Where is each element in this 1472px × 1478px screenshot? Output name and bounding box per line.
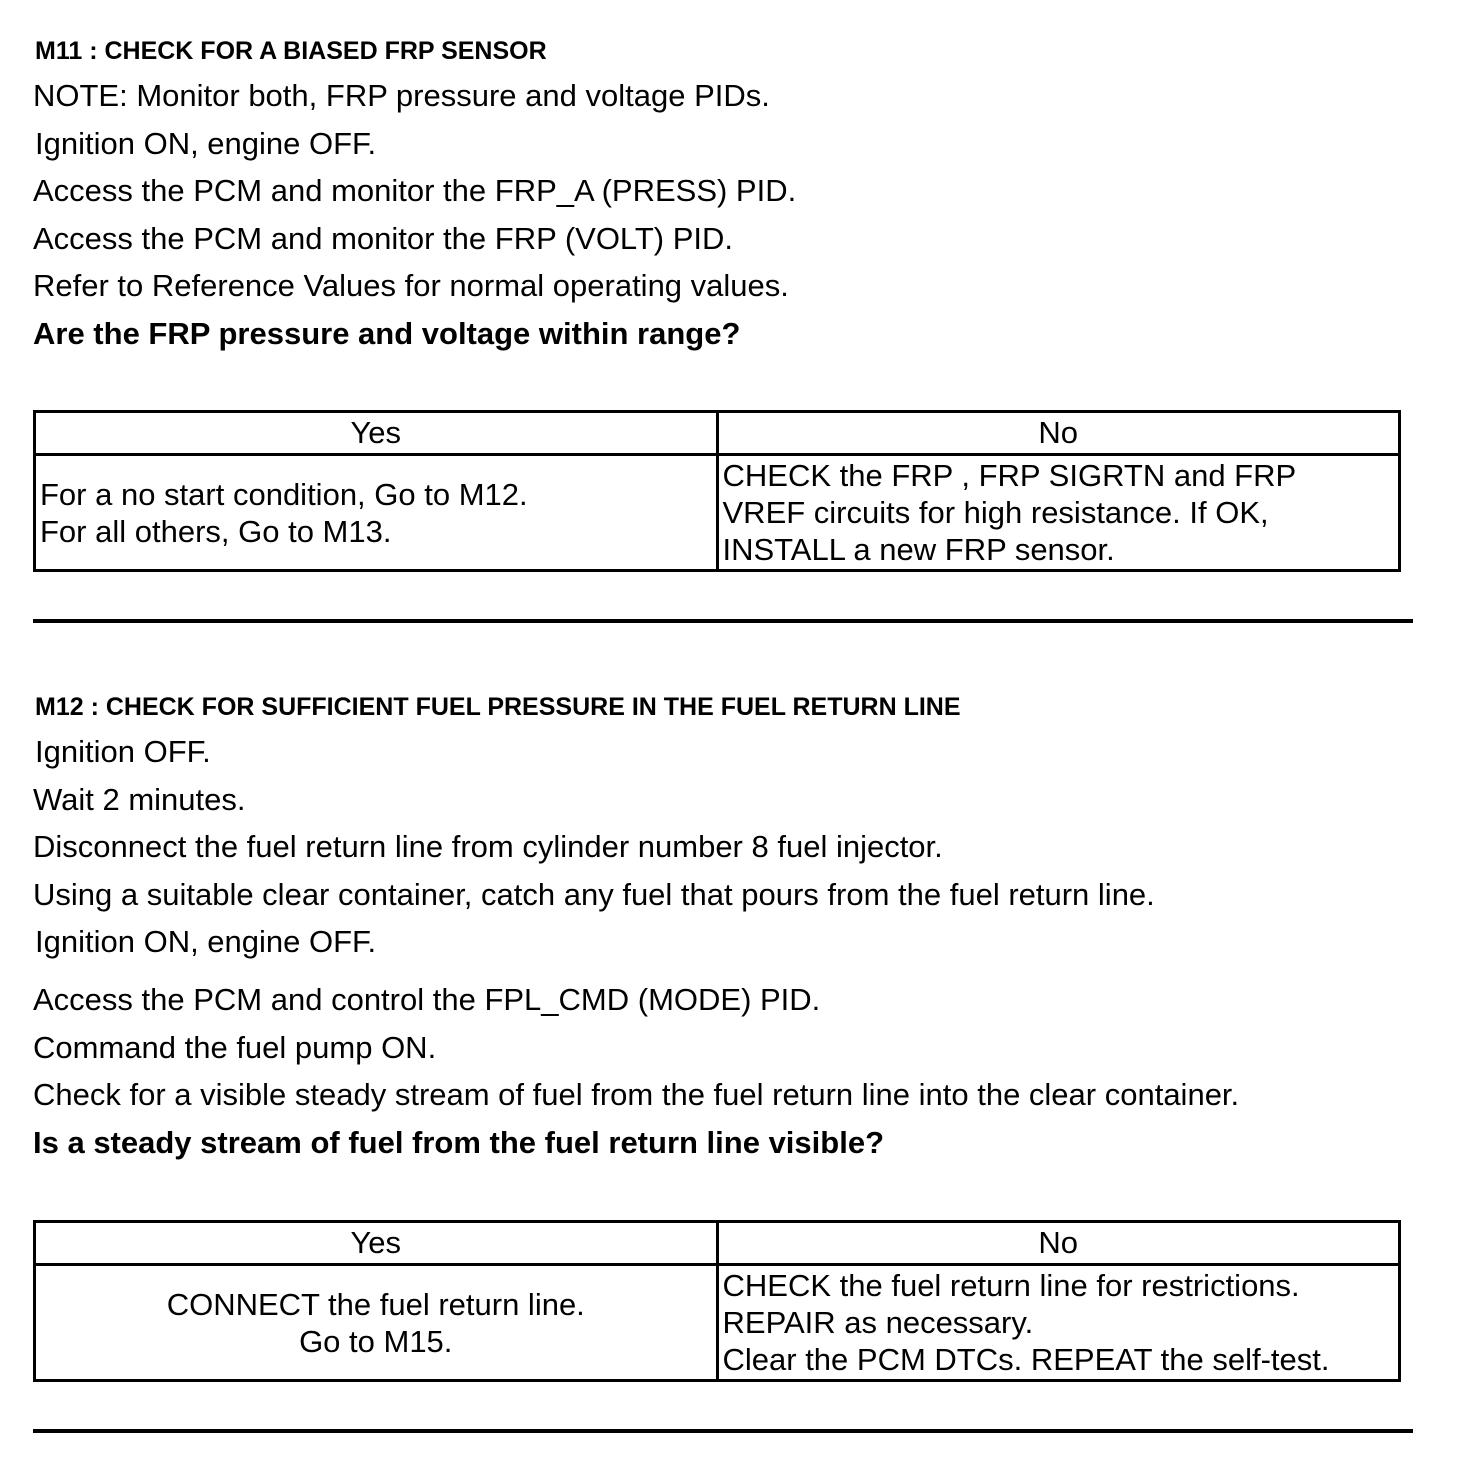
m12-question: Is a steady stream of fuel from the fuel return line visible? (33, 1124, 885, 1160)
m12-yes-cell (35, 1265, 718, 1381)
m12-step-8: Check for a visible steady stream of fuel from the fuel return line into the clear container. (33, 1077, 1240, 1112)
m12-steps (33, 734, 1413, 1161)
m12-step-7: Command the fuel pump ON. (33, 1029, 437, 1065)
m11-yes-header: Yes (35, 412, 718, 455)
m12-step-1: Ignition OFF. (35, 734, 211, 769)
m11-table-header-row (35, 412, 1400, 455)
m12-yes-no-table (33, 1220, 1401, 1382)
m11-table-body-row (35, 455, 1400, 571)
m12-yes-header: Yes (35, 1222, 718, 1265)
m11-title: M11 : CHECK FOR A BIASED FRP SENSOR (35, 37, 547, 65)
m11-yes-line-2: For all others, Go to M13. (40, 513, 392, 549)
m12-yes-line-2: Go to M15. (299, 1323, 453, 1359)
m11-yes-no-table (33, 410, 1401, 572)
section-divider-2 (33, 1429, 1413, 1433)
m12-no-header: No (717, 1222, 1400, 1265)
m11-section (33, 36, 1413, 66)
section-divider-1 (33, 619, 1413, 623)
m12-no-cell (717, 1265, 1400, 1381)
m12-title: M12 : CHECK FOR SUFFICIENT FUEL PRESSURE IN THE FUEL RETURN LINE (35, 693, 961, 721)
m12-table-body-row (35, 1265, 1400, 1381)
m12-step-5: Ignition ON, engine OFF. (35, 924, 377, 959)
m11-yes-line-1: For a no start condition, Go to M12. (40, 476, 528, 512)
m12-yes-line-1: CONNECT the fuel return line. (166, 1286, 585, 1322)
m12-step-2: Wait 2 minutes. (33, 781, 246, 817)
m11-yes-cell (35, 455, 718, 571)
m11-step-4: Access the PCM and monitor the FRP (VOLT) PID. (33, 220, 734, 256)
m12-step-4: Using a suitable clear container, catch any fuel that pours from the fuel return line. (33, 876, 1155, 912)
m11-no-header: No (717, 412, 1400, 455)
m11-no-line-2: VREF circuits for high resistance. If OK, (722, 495, 1269, 530)
m12-no-line-2: REPAIR as necessary. (722, 1305, 1034, 1340)
m11-steps (33, 78, 1413, 352)
m11-no-line-3: INSTALL a new FRP sensor. (722, 532, 1115, 567)
m12-step-6: Access the PCM and control the FPL_CMD (MODE) PID. (33, 982, 821, 1017)
m11-step-1: NOTE: Monitor both, FRP pressure and voltage PIDs. (33, 78, 770, 113)
m12-table-header-row (35, 1222, 1400, 1265)
m11-step-2: Ignition ON, engine OFF. (35, 125, 377, 161)
m12-no-line-3: Clear the PCM DTCs. REPEAT the self-test. (722, 1342, 1330, 1377)
m11-no-line-1: CHECK the FRP , FRP SIGRTN and FRP (722, 458, 1297, 493)
m11-no-cell (717, 455, 1400, 571)
m12-step-3: Disconnect the fuel return line from cylinder number 8 fuel injector. (33, 829, 943, 864)
m11-question: Are the FRP pressure and voltage within range? (33, 315, 741, 351)
m11-step-3: Access the PCM and monitor the FRP_A (PRESS) PID. (33, 173, 797, 208)
m12-section (33, 692, 1413, 722)
m12-no-line-1: CHECK the fuel return line for restrictions. (722, 1268, 1300, 1303)
m11-step-5: Refer to Reference Values for normal operating values. (33, 268, 789, 303)
